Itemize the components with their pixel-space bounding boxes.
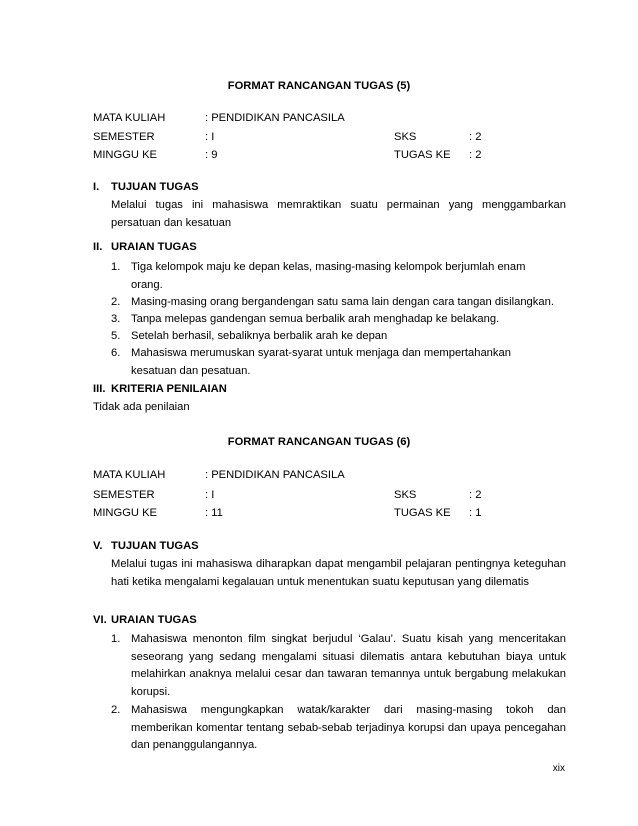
s5-uraian-heading: URAIAN TUGAS — [111, 241, 197, 253]
s5-kriteria-text: Tidak ada penilaian — [93, 401, 190, 413]
s5-sem-value: : I — [205, 131, 215, 143]
s5-uraian-item — [111, 311, 566, 329]
section6-title: FORMAT RANCANGAN TUGAS (6) — [227, 436, 411, 448]
s5-uraian-item — [111, 345, 531, 380]
s6-sem-label: SEMESTER — [93, 489, 155, 501]
s6-tujuan-text: Melalui tugas ini mahasiswa diharapkan dapat mengambil pelajaran pentingnya keteguhan hati ketika mengalami kegalauan untuk menentukan suatu keputusan yang dilematis — [111, 558, 566, 588]
s5-mk-value: : PENDIDIKAN PANCASILA — [205, 112, 345, 124]
list-number: 2. — [111, 296, 121, 308]
s5-tugas-value: : 2 — [469, 149, 482, 161]
list-number: 1. — [111, 261, 121, 273]
s6-sks-value: : 2 — [469, 489, 482, 501]
s6-tujuan-num: V. — [93, 540, 103, 552]
page-number: xix — [552, 763, 565, 774]
s5-minggu-label: MINGGU KE — [93, 149, 158, 161]
list-text: Masing-masing orang bergandengan satu sama lain dengan cara tangan disilangkan. — [131, 296, 554, 308]
list-text: Tanpa melepas gandengan semua berbalik arah menghadap ke belakang. — [131, 313, 500, 325]
list-number: 5. — [111, 330, 121, 342]
s6-mk-label: MATA KULIAH — [93, 469, 166, 481]
s6-minggu-value: : 11 — [205, 507, 223, 519]
s6-uraian-num: VI. — [93, 614, 107, 626]
s6-uraian-heading: URAIAN TUGAS — [111, 614, 197, 626]
s5-sem-label: SEMESTER — [93, 131, 155, 143]
s5-uraian-item — [111, 259, 541, 294]
s6-tujuan-heading: TUJUAN TUGAS — [111, 540, 199, 552]
list-number: 2. — [111, 704, 121, 716]
s6-sks-label: SKS — [394, 489, 417, 501]
s6-tugas-label: TUGAS KE — [394, 507, 451, 519]
s6-uraian-item — [111, 631, 566, 701]
list-number: 3. — [111, 313, 121, 325]
s5-uraian-num: II. — [93, 241, 103, 253]
s6-uraian-item — [111, 702, 566, 755]
s5-mk-label: MATA KULIAH — [93, 112, 166, 124]
s5-minggu-value: : 9 — [205, 149, 218, 161]
list-text: Mahasiswa merumuskan syarat-syarat untuk menjaga dan mempertahankan kesatuan dan pesatuan. — [131, 347, 511, 377]
s5-kriteria-heading: KRITERIA PENILAIAN — [111, 383, 227, 395]
s5-tujuan-text: Melalui tugas ini mahasiswa memraktikan suatu permainan yang menggambarkan persatuan dan kesatuan — [111, 199, 566, 229]
list-text: Mahasiswa mengungkapkan watak/karakter dari masing-masing tokoh dan memberikan komentar tentang sebab-sebab terjadinya korupsi dan upaya pencegahan dan penanggulangannya. — [131, 704, 566, 751]
s5-kriteria-num: III. — [93, 383, 106, 395]
list-text: Tiga kelompok maju ke depan kelas, masing-masing kelompok berjumlah enam orang. — [131, 261, 526, 291]
s5-tujuan-num: I. — [93, 181, 100, 193]
s5-uraian-item — [111, 328, 566, 346]
s6-sem-value: : I — [205, 489, 215, 501]
list-text: Mahasiswa menonton film singkat berjudul ‘Galau’. Suatu kisah yang menceritakan seseorang yang sedang mengalami situasi dilematis antara kebutuhan biaya untuk melahirkan anaknya melalui cesar dan tawaran temannya untuk bergabung melakukan korupsi. — [131, 633, 566, 698]
section5-title: FORMAT RANCANGAN TUGAS (5) — [227, 80, 411, 92]
s5-uraian-item — [111, 294, 566, 312]
s6-tugas-value: : 1 — [469, 507, 482, 519]
s5-tugas-label: TUGAS KE — [394, 149, 451, 161]
list-number: 6. — [111, 347, 121, 359]
s5-sks-label: SKS — [394, 131, 417, 143]
list-number: 1. — [111, 633, 121, 645]
s5-tujuan-heading: TUJUAN TUGAS — [111, 181, 199, 193]
s6-minggu-label: MINGGU KE — [93, 507, 158, 519]
list-text: Setelah berhasil, sebaliknya berbalik arah ke depan — [131, 330, 388, 342]
s5-sks-value: : 2 — [469, 131, 482, 143]
s6-mk-value: : PENDIDIKAN PANCASILA — [205, 469, 345, 481]
